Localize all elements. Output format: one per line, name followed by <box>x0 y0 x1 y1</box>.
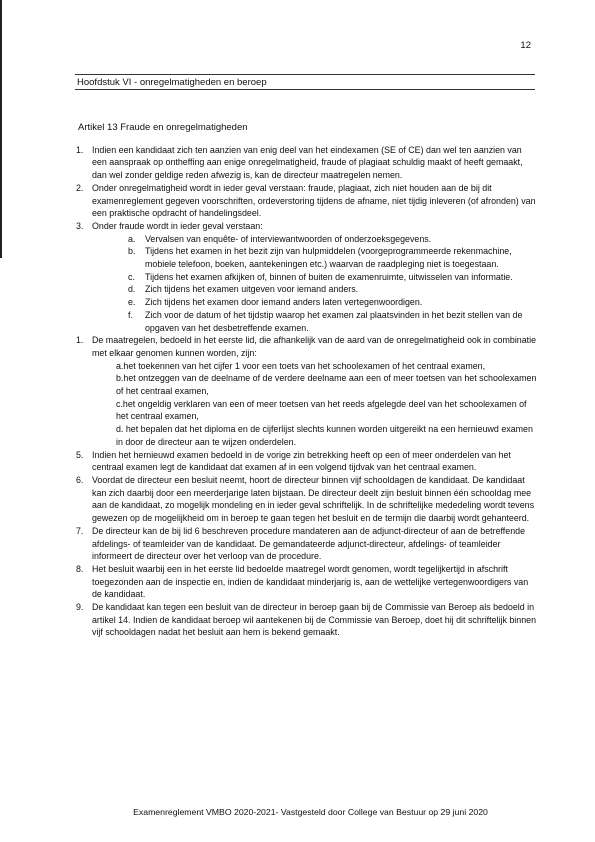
item-text: Het besluit waarbij een in het eerste lid bedoelde maatregel wordt genomen, wordt tegelijkertijd in afschrift toegezonden aan de inspectie en, indien de kandidaat minderjarig is, aan de wettelijke vertegenwoordigers van de kandidaat. <box>92 563 529 600</box>
item-text: het ongeldig verklaren van een of meer toetsen van het reeds afgelegde deel van het schoolexamen of het centraal examen, <box>116 398 527 422</box>
measures-list-item <box>116 372 538 397</box>
item-letter: e. <box>128 297 136 308</box>
item-letter: a. <box>116 360 124 371</box>
item-text: Voordat de directeur een besluit neemt, hoort de directeur binnen vijf schooldagen de kandidaat. De kandidaat kan zich daarbij door een meerderjarige laten bijstaan. De directeur deelt zijn besluit binnen één schooldag mee aan de kandidaat, zo mogelijk mondeling en in ieder geval schriftelijk. In de schriftelijke mededeling wordt tevens gewezen op de mogelijkheid om in beroep te gaan tegen het besluit en de termijn die daarbij wordt gehanteerd. <box>92 474 535 524</box>
fraud-list-item <box>128 309 538 334</box>
item-number: 9. <box>76 602 84 613</box>
item-text: het bepalen dat het diploma en de cijferlijst slechts kunnen worden uitgereikt na een hernieuwd examen in door de directeur aan te wijzen onderdelen. <box>116 424 533 447</box>
item-letter: d. <box>116 424 124 435</box>
list-item <box>76 334 538 359</box>
item-letter: c. <box>128 271 135 282</box>
item-text: Zich tijdens het examen uitgeven voor iemand anders. <box>145 284 359 295</box>
list-item <box>76 474 538 525</box>
item-text: het ontzeggen van de deelname of de verdere deelname aan een of meer toetsen van het schoolexamen of het centraal examen, <box>116 373 537 397</box>
fraud-list-item <box>128 233 538 246</box>
item-text: De kandidaat kan tegen een besluit van de directeur in beroep gaan bij de Commissie van Beroep als bedoeld in artikel 14. Indien de kandidaat beroep wil aantekenen bij de Commissie van Beroep, doet hij dit schriftelijk binnen vijf schooldagen nadat het besluit aan hem is bekend gemaakt. <box>92 602 537 638</box>
item-letter: b. <box>116 373 124 384</box>
item-text: Zich voor de datum of het tijdstip waarop het examen zal plaatsvinden in het bezit stellen van de opgaven van het desbetreffende examen. <box>145 309 523 333</box>
item-number: 1. <box>76 335 84 346</box>
measures-list-item <box>116 423 538 448</box>
fraud-list-item <box>128 245 538 270</box>
item-number: 1. <box>76 144 84 155</box>
item-number: 8. <box>76 563 84 574</box>
list-item <box>76 220 538 233</box>
item-letter: c. <box>116 398 123 409</box>
fraud-list-item <box>128 283 538 296</box>
measures-list-item <box>116 398 538 423</box>
item-number: 5. <box>76 449 84 460</box>
article-title: Artikel 13 Fraude en onregelmatigheden <box>78 122 248 133</box>
measures-list <box>116 360 538 449</box>
list-item <box>76 525 538 563</box>
left-margin-rule <box>0 0 2 258</box>
item-text: Onder fraude wordt in ieder geval verstaan: <box>92 220 263 231</box>
item-text: Zich tijdens het examen door iemand anders laten vertegenwoordigen. <box>145 297 423 308</box>
item-letter: a. <box>128 233 136 244</box>
measures-list-item <box>116 360 538 373</box>
item-letter: f. <box>128 309 133 320</box>
fraud-list-item <box>128 296 538 309</box>
item-text: De maatregelen, bedoeld in het eerste lid, die afhankelijk van de aard van de onregelmatigheid ook in combinatie met elkaar genomen kunnen worden, zijn: <box>92 335 537 358</box>
item-text: Tijdens het examen in het bezit zijn van hulpmiddelen (voorgeprogrammeerde rekenmachine, mobiele telefoon, boeken, aantekeningen etc.) waarvan de raadpleging niet is toegestaan. <box>145 246 512 270</box>
item-text: Vervalsen van enquête- of interviewantwoorden of onderzoeksgegevens. <box>145 233 432 244</box>
item-letter: b. <box>128 246 136 257</box>
item-number: 7. <box>76 525 84 536</box>
list-item <box>76 601 538 639</box>
item-number: 6. <box>76 474 84 485</box>
item-text: Indien een kandidaat zich ten aanzien van enig deel van het eindexamen (SE of CE) dan wel ten aanzien van een aanspraak op ontheffing aan enige onregelmatigheid, fraude of plagiaat schuldig maakt of heeft gemaakt, dan wel zonder geldige reden afwezig is, kan de directeur maatregelen nemen. <box>92 144 523 181</box>
item-text: Onder onregelmatigheid wordt in ieder geval verstaan: fraude, plagiaat, zich niet houden aan de bij dit examenreglement gegeven voorschriften, ordeverstoring tijdens de afname, niet tijdig inleveren (of afronden) van een praktische opdracht of handelingsdeel. <box>92 182 536 219</box>
item-text: het toekennen van het cijfer 1 voor een toets van het schoolexamen of het centraal examen, <box>123 360 486 371</box>
item-text: De directeur kan de bij lid 6 beschreven procedure mandateren aan de adjunct-directeur of aan de betreffende afdelings- of teamleider van de kandidaat. De gemandateerde adjunct-directeur, afdelings- of teamleider informeert de directeur over het verloop van de procedure. <box>92 525 526 562</box>
fraud-list-item <box>128 271 538 284</box>
list-item <box>76 144 538 182</box>
item-text: Indien het hernieuwd examen bedoeld in de vorige zin betrekking heeft op een of meer onderdelen van het centraal examen legt de kandidaat dat examen af in een volgend tijdvak van het centraal examen. <box>92 449 511 473</box>
article-content <box>76 122 538 639</box>
item-number: 3. <box>76 220 84 231</box>
page-footer: Examenreglement VMBO 2020-2021- Vastgesteld door College van Bestuur op 29 juni 2020 <box>133 807 488 817</box>
page-number: 12 <box>520 40 531 51</box>
item-text: Tijdens het examen afkijken of, binnen of buiten de examenruimte, uitwisselen van informatie. <box>145 271 513 282</box>
item-letter: d. <box>128 284 136 295</box>
chapter-header: Hoofdstuk VI - onregelmatigheden en beroep <box>75 74 535 90</box>
fraud-list <box>128 233 538 335</box>
list-item <box>76 449 538 474</box>
list-item <box>76 182 538 220</box>
item-number: 2. <box>76 182 84 193</box>
list-item <box>76 563 538 601</box>
